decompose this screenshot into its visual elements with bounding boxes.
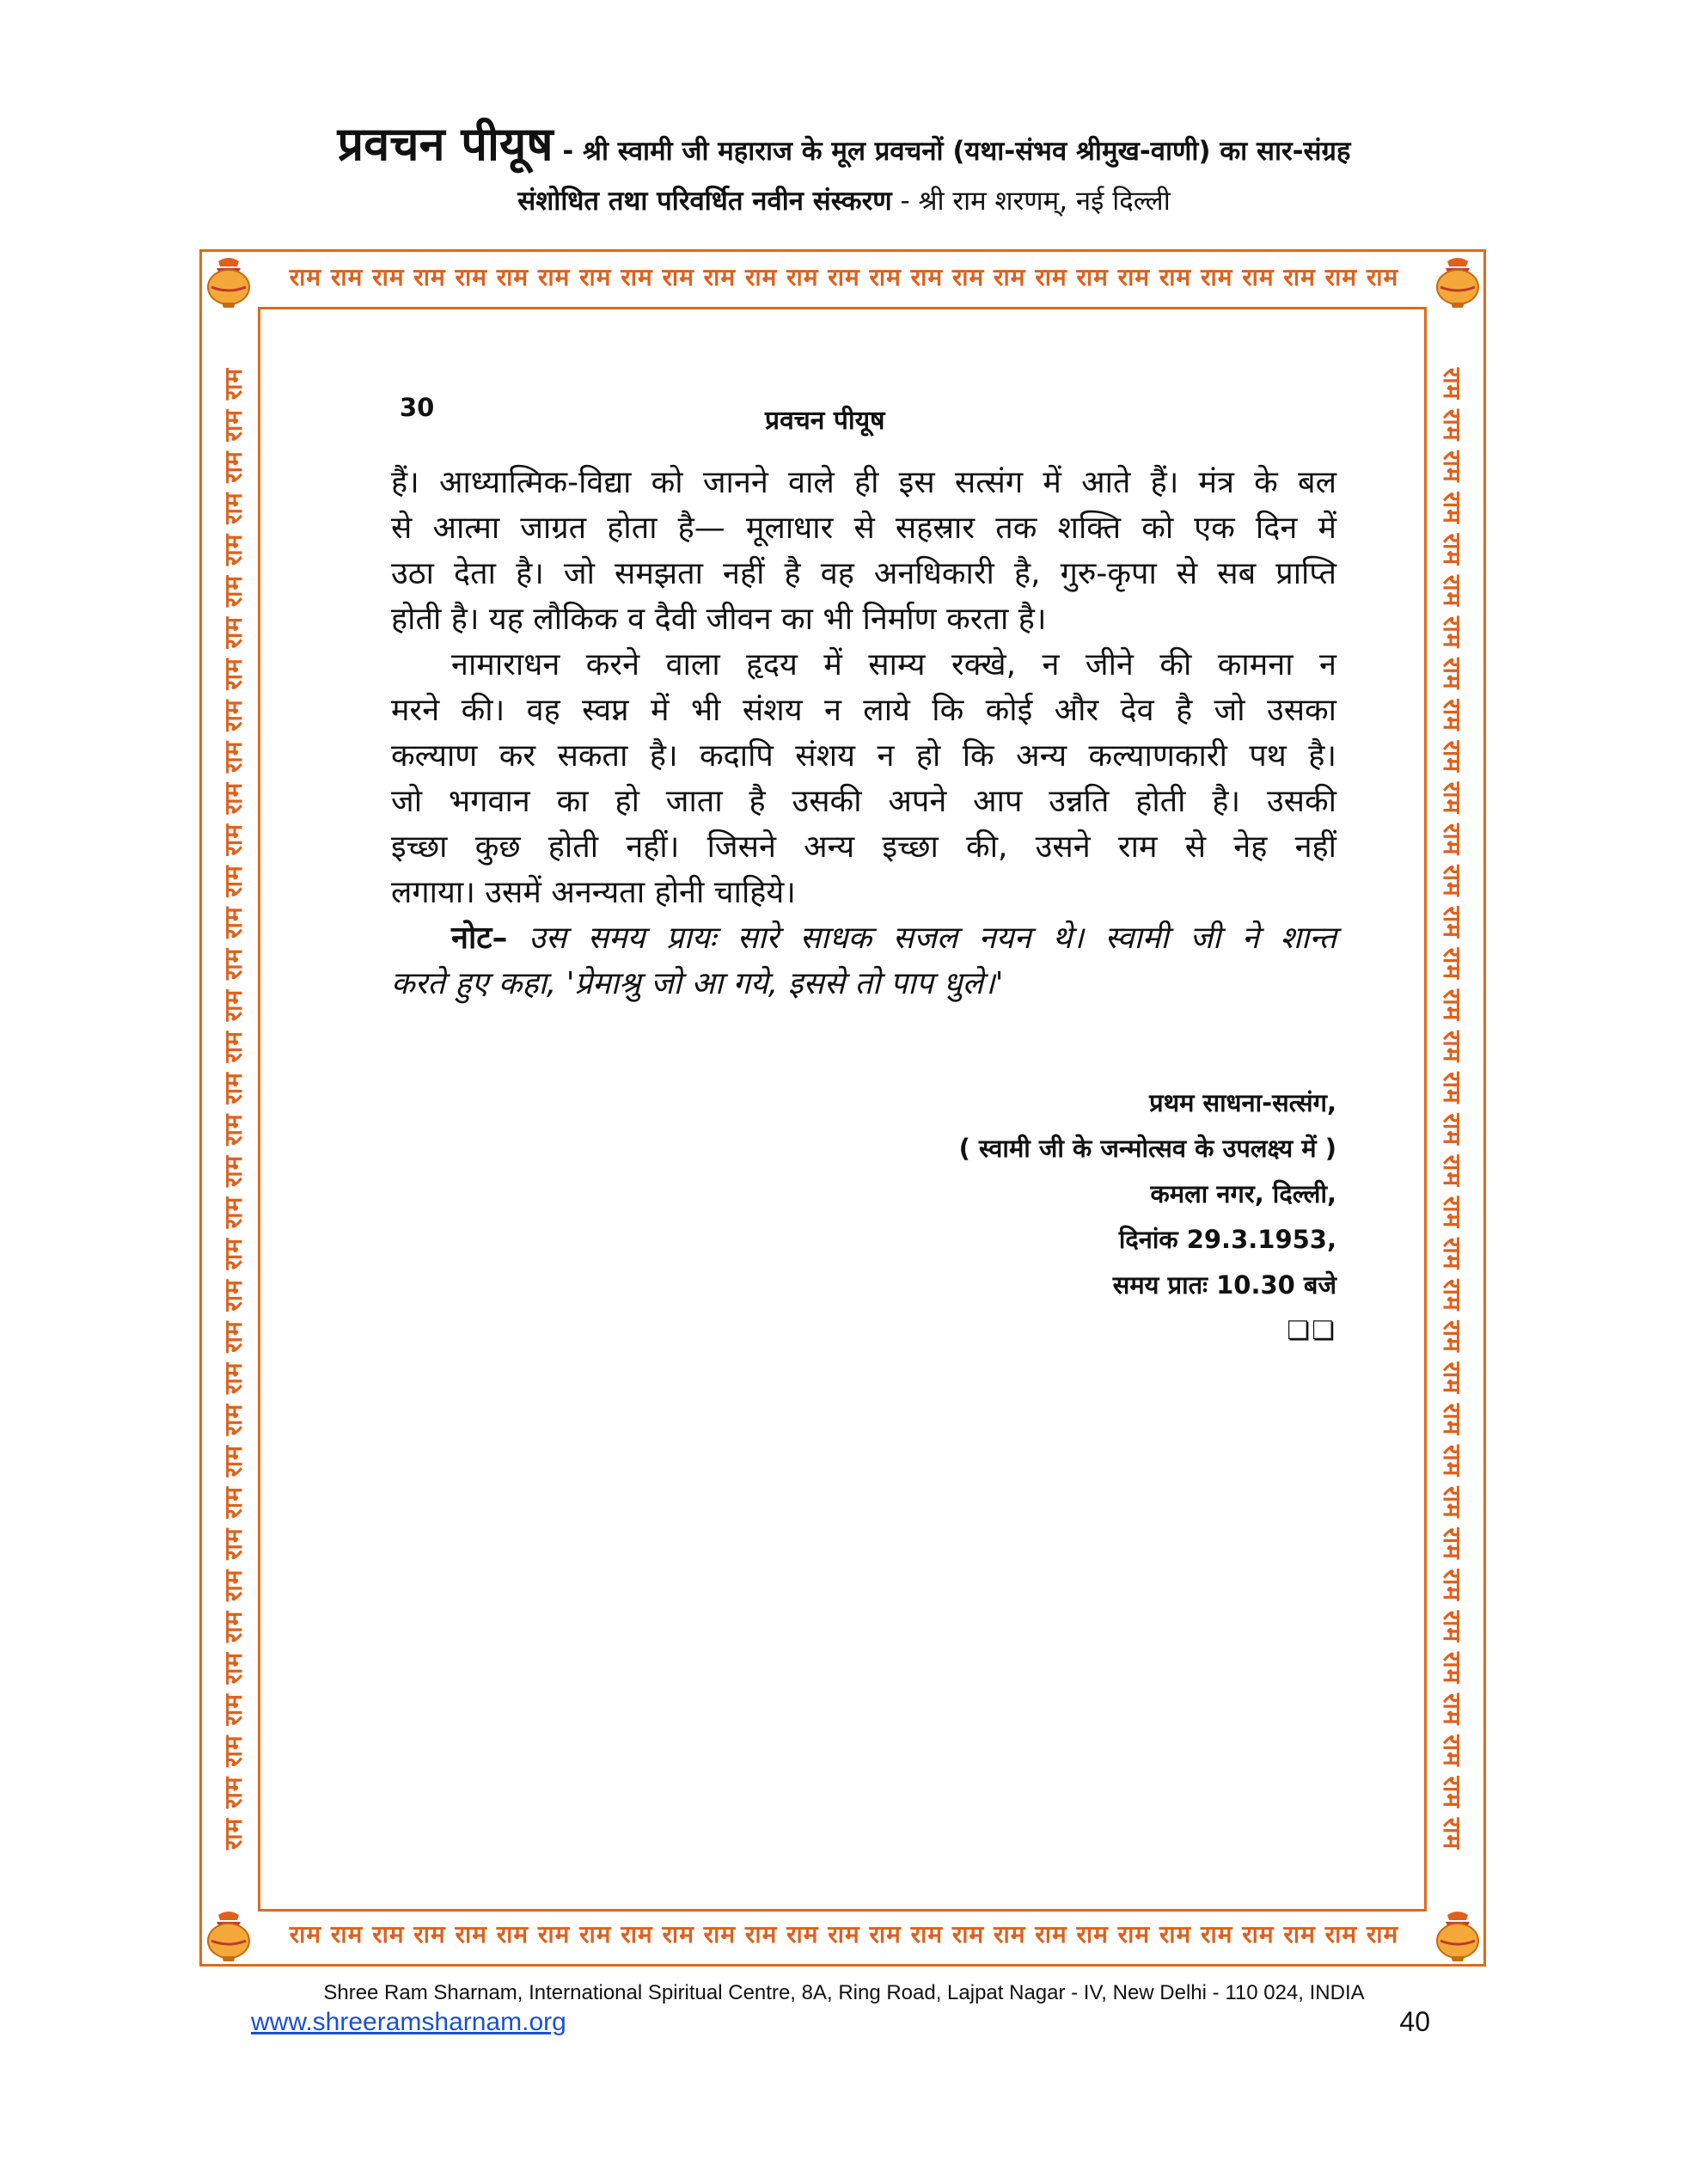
edition-label: संशोधित तथा परिवर्धित नवीन संस्करण (517, 186, 892, 217)
running-title: प्रवचन पीयूष (765, 406, 885, 436)
note-label: नोट– (451, 921, 508, 956)
signature-line: दिनांक 29.3.1953, (1118, 1225, 1336, 1254)
signature-line: प्रथम साधना-सत्संग, (1149, 1088, 1336, 1117)
border-left-ram-text: राम राम राम राम राम राम राम राम राम राम राम राम राम राम राम राम राम राम राम राम राम राम राम राम राम राम राम राम राम राम राम राम राम राम राम राम (219, 367, 248, 1851)
kalash-pot-icon (203, 1906, 254, 1963)
edition-line (0, 182, 1688, 218)
body-line: कल्याण कर सकता है। कदापि संशय न हो कि अन्य कल्याणकारी पथ है। (391, 738, 1336, 774)
scanned-book-page (258, 307, 1427, 1912)
body-line: जो भगवान का हो जाता है उसकी अपने आप उन्नति होती है। उसकी (391, 784, 1336, 819)
body-line: हैं। आध्यात्मिक-विद्या को जानने वाले ही इस सत्संग में आते हैं। मंत्र के बल (391, 465, 1336, 500)
body-line: इच्छा कुछ होती नहीं। जिसने अन्य इच्छा की, उसने राम से नेह नहीं (391, 829, 1336, 865)
note-line (391, 915, 1336, 961)
border-top-ram-text: राम राम राम राम राम राम राम राम राम राम राम राम राम राम राम राम राम राम राम राम राम राम राम राम राम राम राम (289, 263, 1399, 291)
signature-block (959, 1080, 1336, 1354)
kalash-pot-icon (203, 253, 254, 309)
kalash-pot-icon (1432, 1906, 1483, 1963)
end-mark: ❏❏ (1287, 1316, 1336, 1346)
note-line: करते हुए कहा, 'प्रेमाश्रु जो आ गये, इससे तो पाप धुले।' (391, 966, 1004, 1001)
signature-line: ( स्वामी जी के जन्मोत्सव के उपलक्ष्य में ) (958, 1134, 1336, 1163)
body-line: नामाराधन करने वाला हृदय में साम्य रक्खे, न जीने की कामना न (451, 647, 1336, 682)
body-line: से आत्मा जाग्रत होता है— मूलाधार से सहस्रार तक शक्ति को एक दिन में (391, 511, 1336, 546)
edition-publisher: - श्री राम शरणम्, नई दिल्ली (891, 186, 1171, 217)
document-header-title (0, 110, 1688, 174)
body-line: होती है। यह लौकिक व दैवी जीवन का भी निर्माण करता है। (391, 602, 1047, 637)
note-text: उस समय प्रायः सारे साधक सजल नयन थे। स्वामी जी ने शान्त (507, 921, 1336, 956)
footer-address: Shree Ram Sharnam, International Spiritual Centre, 8A, Ring Road, Lajpat Nagar - IV, New Delhi - 110 024, INDIA (323, 1981, 1365, 2004)
body-line: लगाया। उसमें अनन्यता होनी चाहिये। (391, 875, 796, 910)
footer-website-link[interactable]: www.shreeramsharnam.org (251, 2008, 566, 2036)
signature-line: समय प्रातः 10.30 बजे (1112, 1270, 1336, 1300)
kalash-pot-icon (1432, 253, 1483, 309)
border-right-band (1432, 318, 1473, 1900)
body-line: उठा देता है। जो समझता नहीं है वह अनधिकारी है, गुरु-कृपा से सब प्राप्ति (391, 556, 1336, 591)
body-text (391, 460, 1336, 1006)
body-line: मरने की। वह स्वप्न में भी संशय न लाये कि कोई और देव है जो उसका (391, 693, 1336, 728)
book-title: प्रवचन पीयूष (337, 117, 553, 171)
scan-page-number: 30 (400, 393, 435, 422)
border-left-band (212, 318, 254, 1900)
book-subtitle: - श्री स्वामी जी महाराज के मूल प्रवचनों (यथा-संभव श्रीमुख-वाणी) का सार-संग्रह (553, 136, 1351, 167)
border-bottom-ram-text: राम राम राम राम राम राम राम राम राम राम राम राम राम राम राम राम राम राम राम राम राम राम राम राम राम राम राम (289, 1920, 1399, 1948)
footer-page-number: 40 (1399, 2006, 1430, 2037)
signature-line: कमला नगर, दिल्ली, (1150, 1179, 1336, 1208)
border-right-ram-text: राम राम राम राम राम राम राम राम राम राम राम राम राम राम राम राम राम राम राम राम राम राम राम राम राम राम राम राम राम राम राम राम राम राम राम राम (1438, 367, 1466, 1851)
